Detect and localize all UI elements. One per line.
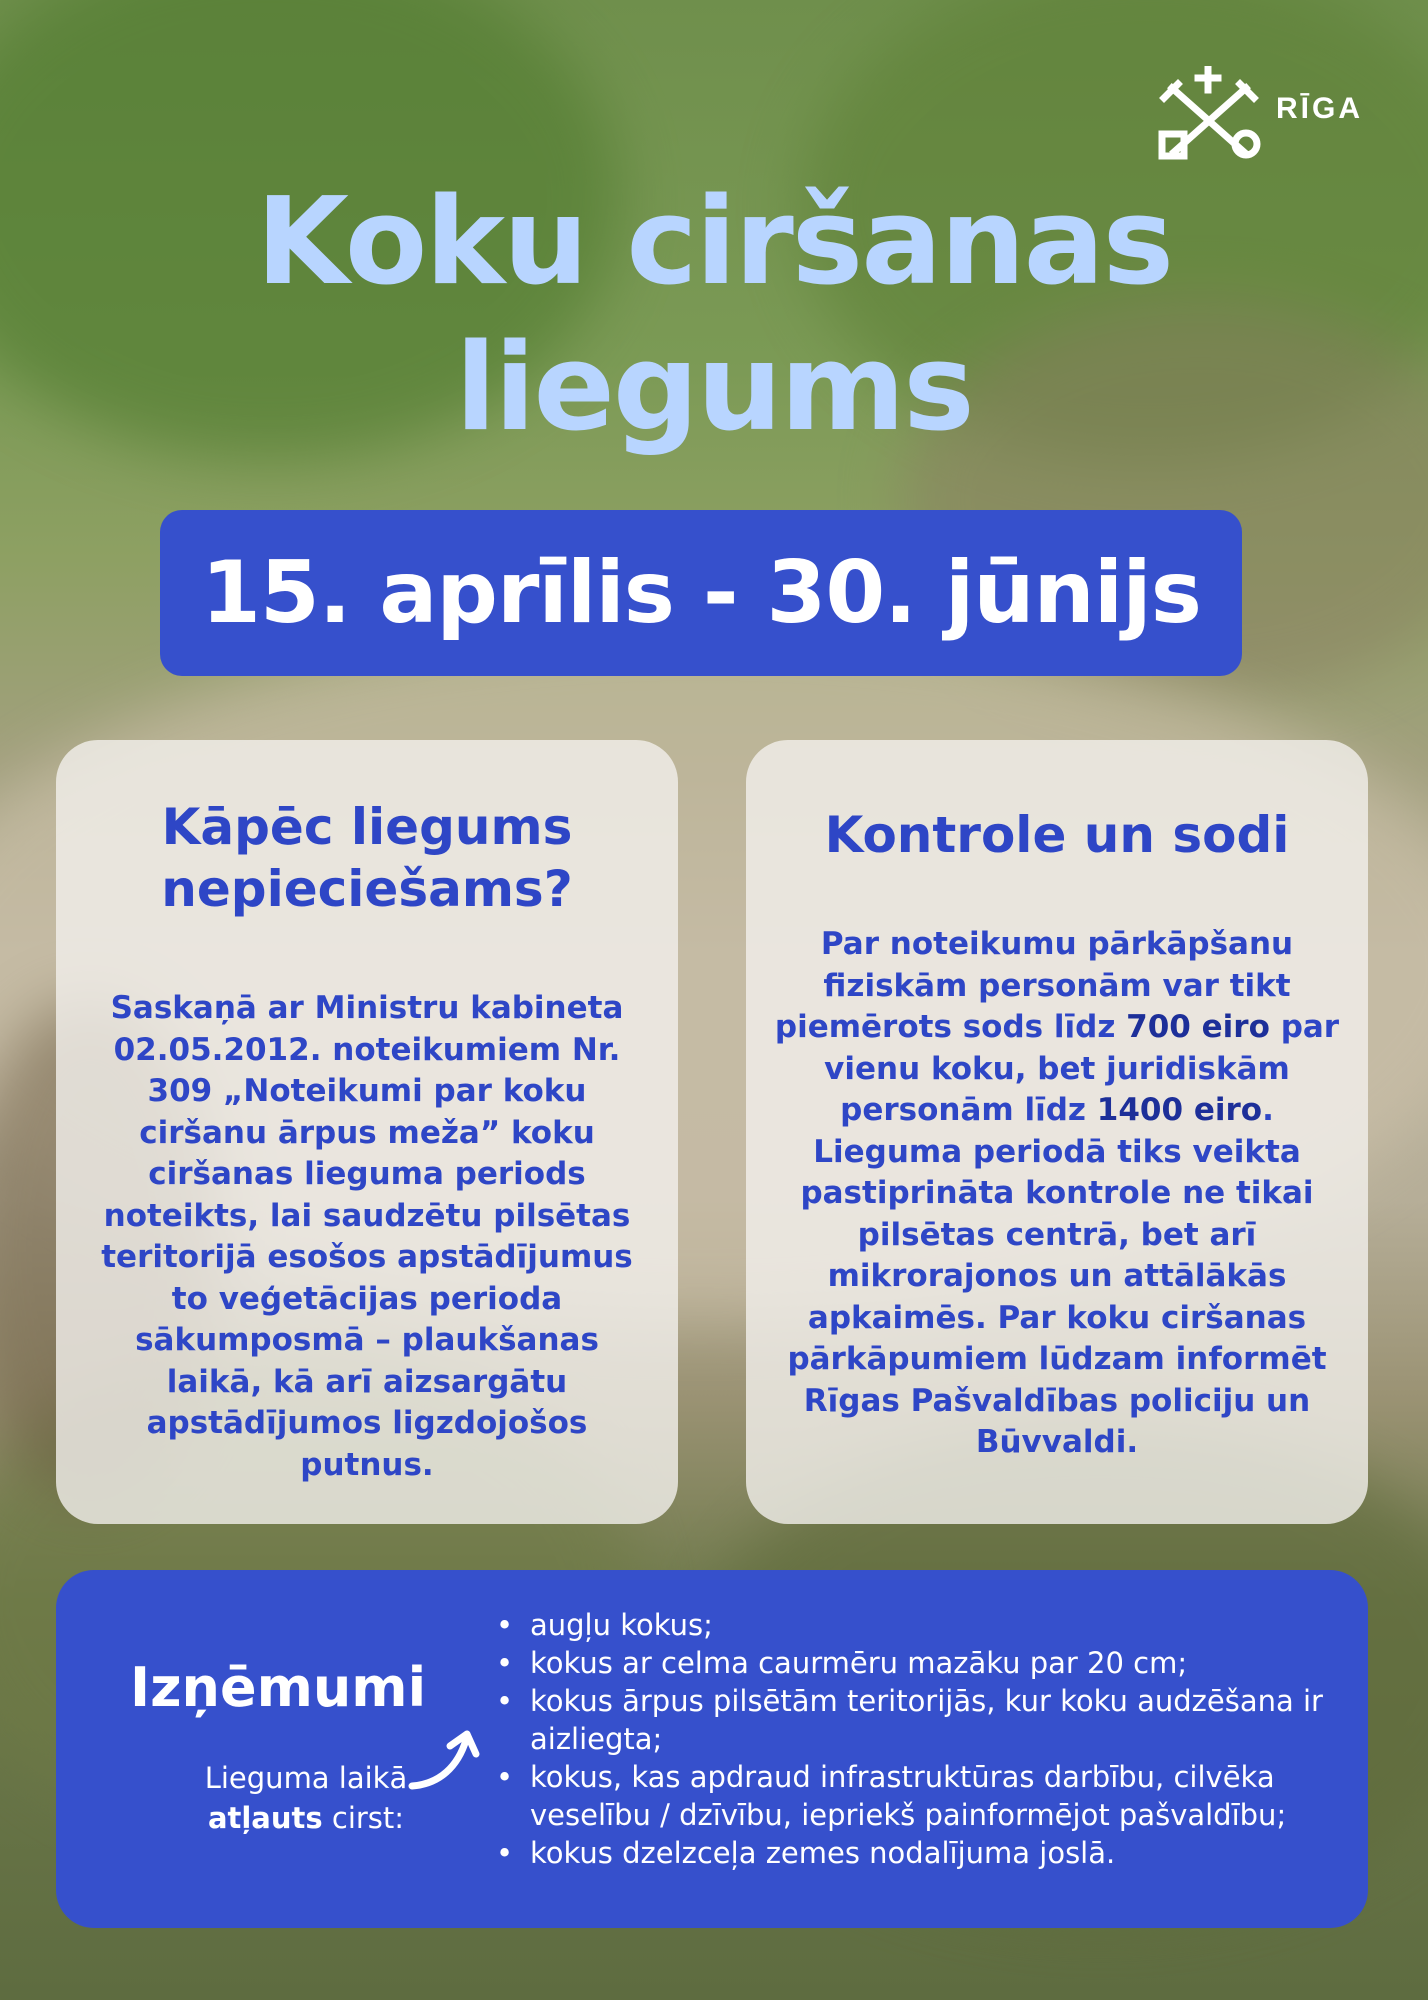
- fine-individuals: 700 eiro: [1126, 1009, 1270, 1045]
- control-body: [774, 924, 1340, 1464]
- why-heading: [90, 796, 644, 920]
- list-item: • kokus ārpus pilsētām teritorijās, kur koku audzēšana ir aizliegta;: [496, 1682, 1346, 1758]
- riga-logo: [1154, 66, 1366, 162]
- curved-arrow-icon: [406, 1720, 486, 1800]
- title-line-1: Koku ciršanas: [255, 173, 1172, 312]
- why-body: Saskaņā ar Ministru kabineta 02.05.2012. noteikumiem Nr. 309 „Noteikumi par koku ciršanu ārpus meža” koku ciršanas lieguma periods noteikts, lai saudzētu pilsētas teritorijā esošos apstādījumus to veģetācijas perioda sākumposmā – plaukšanas laikā, kā arī aizsargātu apstādījumos ligzdojošos putnus.: [101, 990, 633, 1483]
- control-body-part-2: par vienu koku, bet juridiskām personām līdz: [824, 1009, 1340, 1128]
- control-heading: Kontrole un sodi: [824, 806, 1290, 864]
- control-card: [746, 740, 1368, 1524]
- exceptions-subtitle-bold: atļauts: [207, 1801, 323, 1835]
- control-body-part-3: . Lieguma periodā tiks veikta pastiprināta kontrole ne tikai pilsētas centrā, bet arī mikrorajonos un attālākās apkaimēs. Par koku ciršanas pārkāpumiem lūdzam informēt Rīgas Pašvaldības policiju un Būvvaldi.: [787, 1092, 1327, 1460]
- control-body-part-1: Par noteikumu pārkāpšanu fiziskām personām var tikt piemērots sods līdz: [774, 926, 1294, 1045]
- brand-name: RĪGA: [1276, 92, 1363, 125]
- why-card: [56, 740, 678, 1524]
- list-item: • kokus dzelzceļa zemes nodalījuma joslā.: [496, 1834, 1346, 1872]
- exceptions-panel: [56, 1570, 1368, 1928]
- why-heading-line-2: nepieciešams?: [161, 860, 573, 918]
- fine-legal-entities: 1400 eiro: [1096, 1092, 1263, 1128]
- riga-crossed-keys-icon: [1154, 66, 1266, 162]
- page-title: [0, 170, 1428, 462]
- exceptions-subtitle-part-1: Lieguma laikā: [204, 1761, 408, 1795]
- list-item: • kokus ar celma caurmēru mazāku par 20 cm;: [496, 1644, 1346, 1682]
- list-item: • augļu kokus;: [496, 1606, 1346, 1644]
- exceptions-list: [496, 1606, 1346, 1872]
- title-line-2: liegums: [455, 319, 973, 458]
- why-heading-line-1: Kāpēc liegums: [161, 798, 573, 856]
- date-range-text: 15. aprīlis - 30. jūnijs: [201, 543, 1201, 643]
- date-range-banner: [160, 510, 1242, 676]
- exceptions-subtitle-part-2: cirst:: [322, 1801, 405, 1835]
- list-item: • kokus, kas apdraud infrastruktūras darbību, cilvēka veselību / dzīvību, iepriekš painformējot pašvaldību;: [496, 1758, 1346, 1834]
- exceptions-heading: Izņēmumi: [130, 1656, 427, 1719]
